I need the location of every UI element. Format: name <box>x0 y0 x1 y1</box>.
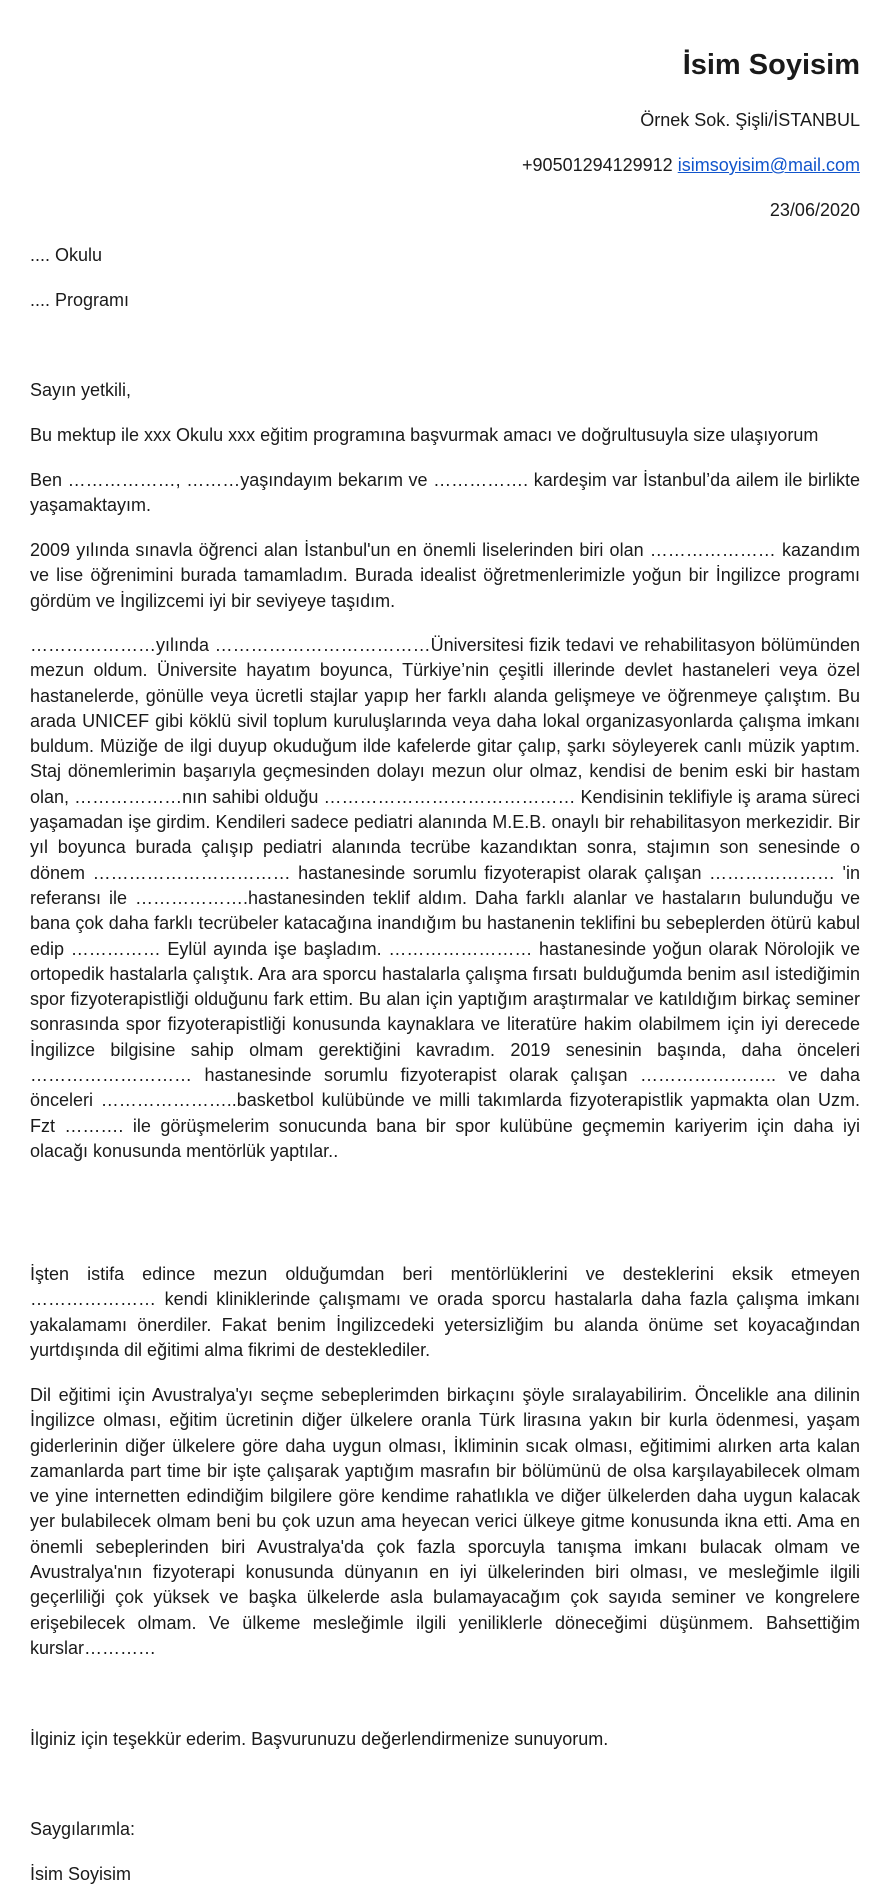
sender-name: İsim Soyisim <box>682 49 860 81</box>
recipient-school: .... Okulu <box>30 245 103 265</box>
sender-email-link[interactable]: isimsoyisim@mail.com <box>677 155 860 175</box>
sender-phone: +90501294129912 <box>522 155 673 175</box>
paragraph-intro: Bu mektup ile xxx Okulu xxx eğitim programına başvurmak amacı ve doğrultusuyla size ulaşıyorum <box>30 425 819 445</box>
paragraph-mentors: İşten istifa edince mezun olduğumdan beri mentörlüklerini ve desteklerini eksik etmeyen ………………… kendi kliniklerinde çalışmamı ve orada sporcu hastalarla daha fazla çalışma imkanı yakalamamı önerdiler. Fakat benim İngilizcedeki yetersizliğim bu alanda önüme set koyacağından yurtdışında dil eğitimi alma fikrimi de desteklediler. <box>30 1264 860 1360</box>
closing-line: İlginiz için teşekkür ederim. Başvurunuzu değerlendirmenize sunuyorum. <box>30 1729 609 1749</box>
paragraph-australia: Dil eğitimi için Avustralya'yı seçme sebeplerimden birkaçını şöyle sıralayabilirim. Öncelikle ana dilinin İngilizce olması, eğitim ücretinin diğer ülkelere oranla Türk lirasına yakın bir kurla ödenmesi, yaşam giderlerinin diğer ülkelere göre daha uygun olması, İkliminin sıcak olması, eğitimimi alırken arta kalan zamanlarda part time bir işte çalışarak yaptığım masrafın bir bölümünü de olsa karşılayabilecek olmam ve yine internetten edindiğim bilgilere göre kendime rahatlıkla ve diğer ülkelerden daha uygun kalacak yer bulabilecek olmam beni bu çok uzun ama heyecan verici ülkeye gitme konusunda ikna etti. Ama en önemli sebeplerinden biri Avustralya'da çok fazla sporcuyla tanışma imkanı bulacak olmam ve Avustralya'nın fizyoterapi konusunda dünyanın en iyi ülkelerinden biri olması, ve mesleğimle ilgili geçerliliği çok yüksek ve başka ülkelerde asla bulamayacağım çok sayıda seminer ve kongrelere erişebilecek olmam. Ve ülkeme mesleğimle ilgili yeniliklerle döneceğimi düşünmem. Bahsettiğim kurslar………… <box>30 1385 860 1658</box>
recipient-program: .... Programı <box>30 290 130 310</box>
signature-name: İsim Soyisim <box>30 1864 132 1884</box>
paragraph-personal: Ben ………………, ………yaşındayım bekarım ve ……………. kardeşim var İstanbul’da ailem ile birlikte yaşamaktayım. <box>30 470 860 516</box>
contact-line <box>522 153 860 177</box>
greeting: Sayın yetkili, <box>30 380 132 400</box>
letter-date: 23/06/2020 <box>769 200 860 220</box>
paragraph-highschool: 2009 yılında sınavla öğrenci alan İstanbul'un en önemli liselerinden biri olan ………………… kazandım ve lise öğrenimini burada tamamladım. Burada idealist öğretmenlerimizle yoğun bir İngilizce programı gördüm ve İngilizcemi iyi bir seviyeye taşıdım. <box>30 540 860 611</box>
sender-address: Örnek Sok. Şişli/İSTANBUL <box>640 110 860 130</box>
signature-salutation: Saygılarımla: <box>30 1819 136 1839</box>
paragraph-career: …………………yılında ………………………………Üniversitesi fizik tedavi ve rehabilitasyon bölümünden mezun oldum. Üniversite hayatım boyunca, Türkiye’nin çeşitli illerinde devlet hastaneleri veya özel hastanelerde, gönülle veya ücretli stajlar yapıp her farklı alanda gelişmeye ve öğrenmeye çalıştım. Bu arada UNICEF gibi köklü sivil toplum kuruluşlarında veya daha lokal organizasyonlarda çalışma imkanı buldum. Müziğe de ilgi duyup okuduğum ilde kafelerde gitar çalıp, şarkı söyleyerek canlı müzik yaptım. Staj dönemlerimin başarıyla geçmesinden dolayı mezun olur olmaz, kendisi de benim eski bir hastam olan, ………………nın sahibi olduğu …………………………………… Kendisinin teklifiyle iş arama süreci yaşamadan işe girdim. Kendileri sadece pediatri alanında M.E.B. onaylı bir rehabilitasyon merkezidir. Bir yıl boyunca burada çalışıp pediatri alanında tecrübe kazandıktan sonra, stajımın son senesinde o dönem …………………………… hastanesinde sorumlu fizyoterapist olarak çalışan ………………… 'in referansı ile ……………….hastanesinden teklif aldım. Daha farklı alanlar ve hastaların bulunduğu ve bana çok daha farklı tecrübeler katacağına inandığım bu hastanenin teklifini bu sebeplerden ötürü kabul edip …………… Eylül ayında işe başladım. …………………… hastanesinde yoğun olarak Nörolojik ve ortopedik hastalarla çalıştık. Ara ara sporcu hastalarla çalışma fırsatı bulduğumda benim asıl istediğimin spor fizyoterapistliği olduğunu fark ettim. Bu alan için yaptığım araştırmalar ve katıldığım birkaç seminer sonrasında spor fizyoterapistliği konusunda kaynaklara ve literatüre hakim olabilmem için iyi derecede İngilizce bilgisine sahip olmam gerektiğini kavradım. 2019 senesinin başında, daha önceleri ……………………… hastanesinde sorumlu fizyoterapist olarak çalışan ………………….. ve daha önceleri …………………..basketbol kulübünde ve milli takımlarda fizyoterapistlik yapmakta olan Uzm. Fzt ………. ile görüşmelerim sonucunda bana bir spor kulübüne geçmemin kariyerim için daha iyi olacağı konusunda mentörlük yaptılar.. <box>30 635 860 1161</box>
